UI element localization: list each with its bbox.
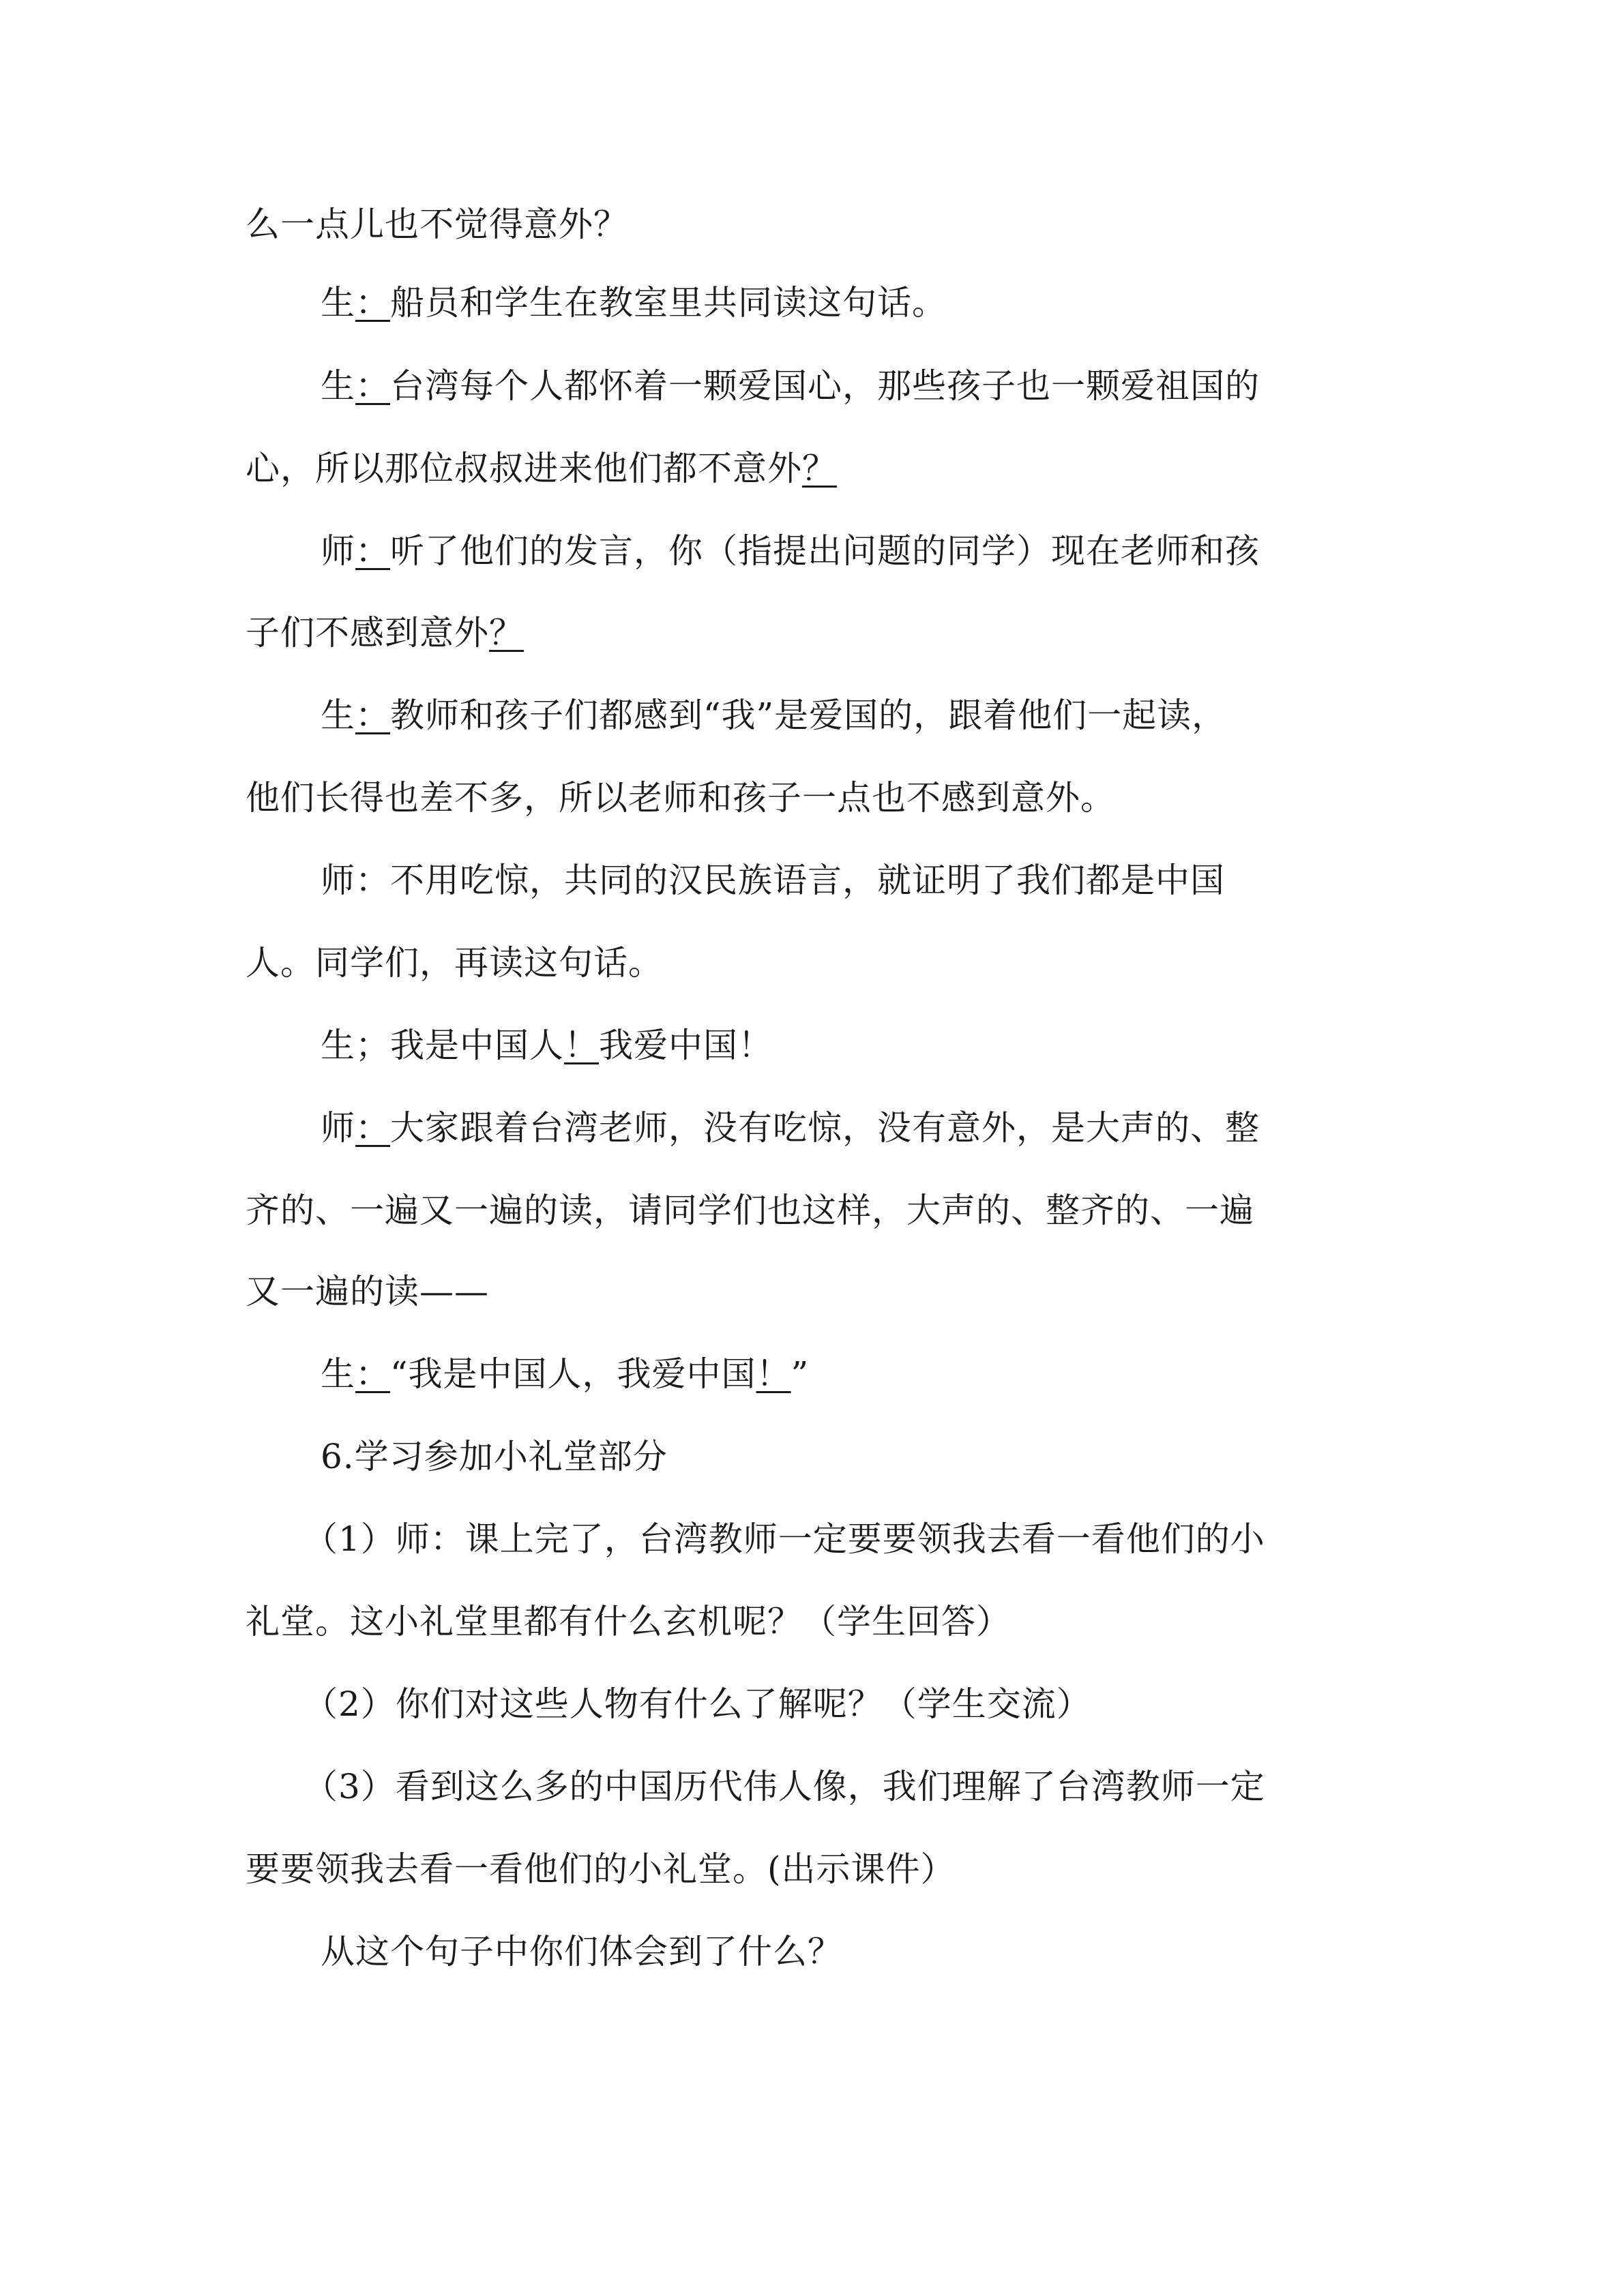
text-line: 礼堂。这小礼堂里都有什么玄机呢？（学生回答） xyxy=(246,1602,1011,1641)
text-line: 生：“我是中国人，我爱中国！” xyxy=(321,1354,810,1394)
section-heading: 6.学习参加小礼堂部分 xyxy=(321,1437,668,1476)
text-line: 么一点儿也不觉得意外？ xyxy=(246,205,628,244)
text-line: 心，所以那位叔叔进来他们都不意外？ xyxy=(246,449,837,488)
text-line: 生；我是中国人！我爱中国！ xyxy=(321,1026,773,1065)
text-line: 齐的、一遍又一遍的读，请同学们也这样，大声的、整齐的、一遍 xyxy=(246,1191,1254,1230)
text-line: （2）你们对这些人物有什么了解呢？（学生交流） xyxy=(304,1684,1091,1724)
text-line: 他们长得也差不多，所以老师和孩子一点也不感到意外。 xyxy=(246,778,1115,818)
text-line: 人。同学们，再读这句话。 xyxy=(246,943,663,983)
text-line: 生：船员和学生在教室里共同读这句话。 xyxy=(321,283,947,323)
text-line: 生：台湾每个人都怀着一颗爱国心，那些孩子也一颗爱祖国的 xyxy=(321,366,1260,406)
text-line: 要要领我去看一看他们的小礼堂。(出示课件） xyxy=(246,1849,956,1889)
text-line: 子们不感到意外？ xyxy=(246,613,524,653)
text-line: 师：听了他们的发言，你（指提出问题的同学）现在老师和孩 xyxy=(321,531,1260,571)
text-line: 又一遍的读—— xyxy=(246,1272,489,1311)
text-line: 从这个句子中你们体会到了什么？ xyxy=(321,1932,842,1971)
text-line: 生：教师和孩子们都感到“我”是爱国的，跟着他们一起读， xyxy=(321,696,1227,735)
text-line: 师：不用吃惊，共同的汉民族语言，就证明了我们都是中国 xyxy=(321,861,1225,900)
text-line: （1）师：课上完了，台湾教师一定要要领我去看一看他们的小 xyxy=(304,1519,1265,1559)
text-line: 师：大家跟着台湾老师，没有吃惊，没有意外，是大声的、整 xyxy=(321,1108,1260,1148)
text-line: （3）看到这么多的中国历代伟人像，我们理解了台湾教师一定 xyxy=(304,1767,1265,1806)
